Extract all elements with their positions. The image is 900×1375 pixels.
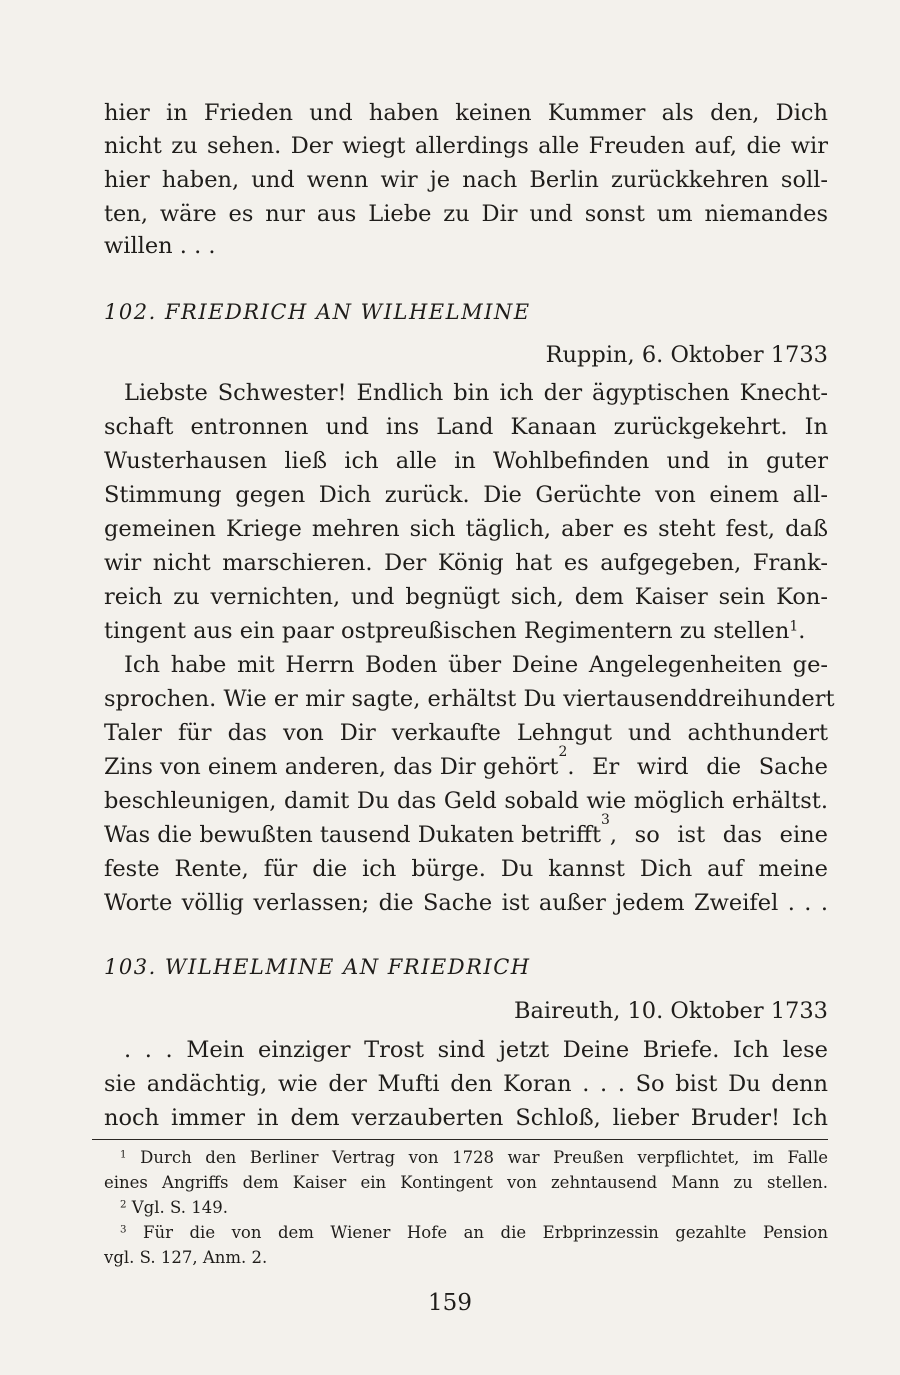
text-line: schaft entronnen und ins Land Kanaan zurückgekehrt. In <box>104 414 828 440</box>
text-line: sie andächtig, wie der Mufti den Koran . . . So bist Du denn <box>104 1071 828 1097</box>
text-segment: . Er wird die Sache <box>567 754 828 780</box>
text-line: gemeinen Kriege mehren sich täglich, aber es steht fest, daß <box>104 516 828 542</box>
text-line <box>104 812 828 850</box>
text-segment: tingent aus ein paar ostpreußischen Regimentern zu stellen <box>104 618 790 644</box>
text-line: noch immer in dem verzauberten Schloß, lieber Bruder! Ich <box>104 1105 828 1131</box>
text-line: sprochen. Wie er mir sagte, erhältst Du viertausenddreihundert <box>104 686 835 712</box>
page-number: 159 <box>428 1290 472 1316</box>
text-segment: Was die bewußten tausend Dukaten betrifft <box>104 822 602 848</box>
footnote <box>104 1221 828 1245</box>
text-line: Wusterhausen ließ ich alle in Wohlbefinden und in guter <box>104 448 828 474</box>
text-line <box>104 744 828 782</box>
footnote-text: Durch den Berliner Vertrag von 1728 war Preußen verpflichtet, im Falle <box>140 1148 828 1167</box>
dateline: Baireuth, 10. Oktober 1733 <box>513 998 828 1024</box>
text-line: hier haben, und wenn wir je nach Berlin zurückkehren soll- <box>104 167 828 193</box>
footnote <box>104 1146 828 1170</box>
text-line: willen . . . <box>104 233 216 259</box>
footnote-ref: 2 <box>558 744 568 760</box>
footnote-ref: 3 <box>601 812 610 828</box>
text-line: reich zu vernichten, und begnügt sich, dem Kaiser sein Kon- <box>104 584 828 610</box>
text-line: hier in Frieden und haben keinen Kummer als den, Dich <box>104 100 828 126</box>
footnote: vgl. S. 127, Anm. 2. <box>104 1248 268 1267</box>
footnote-divider <box>92 1139 828 1140</box>
text-line: Stimmung gegen Dich zurück. Die Gerüchte von einem all- <box>104 482 828 508</box>
text-line: Liebste Schwester! Endlich bin ich der ägyptischen Knecht- <box>124 380 828 406</box>
main-text <box>104 0 835 1375</box>
footnote-number: 1 <box>120 1149 127 1161</box>
footnote-number: 3 <box>120 1224 127 1236</box>
text-line: ten, wäre es nur aus Liebe zu Dir und sonst um niemandes <box>104 201 828 227</box>
text-segment: Zins von einem anderen, das Dir gehört <box>104 754 559 780</box>
punctuation: . <box>798 618 806 644</box>
footnote-number: 2 <box>120 1199 127 1211</box>
letter-heading: 102. FRIEDRICH AN WILHELMINE <box>104 300 531 324</box>
text-line: Ich habe mit Herrn Boden über Deine Angelegenheiten ge- <box>124 652 828 678</box>
text-line: Worte völlig verlassen; die Sache ist außer jedem Zweifel . . . <box>104 890 828 916</box>
footnote <box>104 1196 844 1220</box>
text-line: wir nicht marschieren. Der König hat es aufgegeben, Frank- <box>104 550 828 576</box>
text-line: Taler für das von Dir verkaufte Lehngut und achthundert <box>104 720 828 746</box>
dateline: Ruppin, 6. Oktober 1733 <box>545 342 828 368</box>
footnote: eines Angriffs dem Kaiser ein Kontingent von zehntausend Mann zu stellen. <box>104 1173 828 1192</box>
text-line: beschleunigen, damit Du das Geld sobald wie möglich erhältst. <box>104 788 828 814</box>
footnote-text: Vgl. S. 149. <box>131 1198 228 1217</box>
footnote-ref: 1 <box>789 618 799 635</box>
text-line <box>104 616 828 646</box>
text-segment: , so ist das eine <box>609 822 828 848</box>
text-line: . . . Mein einziger Trost sind jetzt Deine Briefe. Ich lese <box>124 1037 828 1063</box>
text-line: nicht zu sehen. Der wiegt allerdings alle Freuden auf, die wir <box>104 133 828 159</box>
footnote-text: Für die von dem Wiener Hofe an die Erbprinzessin gezahlte Pension <box>143 1223 828 1242</box>
text-line: feste Rente, für die ich bürge. Du kannst Dich auf meine <box>104 856 828 882</box>
letter-heading: 103. WILHELMINE AN FRIEDRICH <box>104 955 531 979</box>
